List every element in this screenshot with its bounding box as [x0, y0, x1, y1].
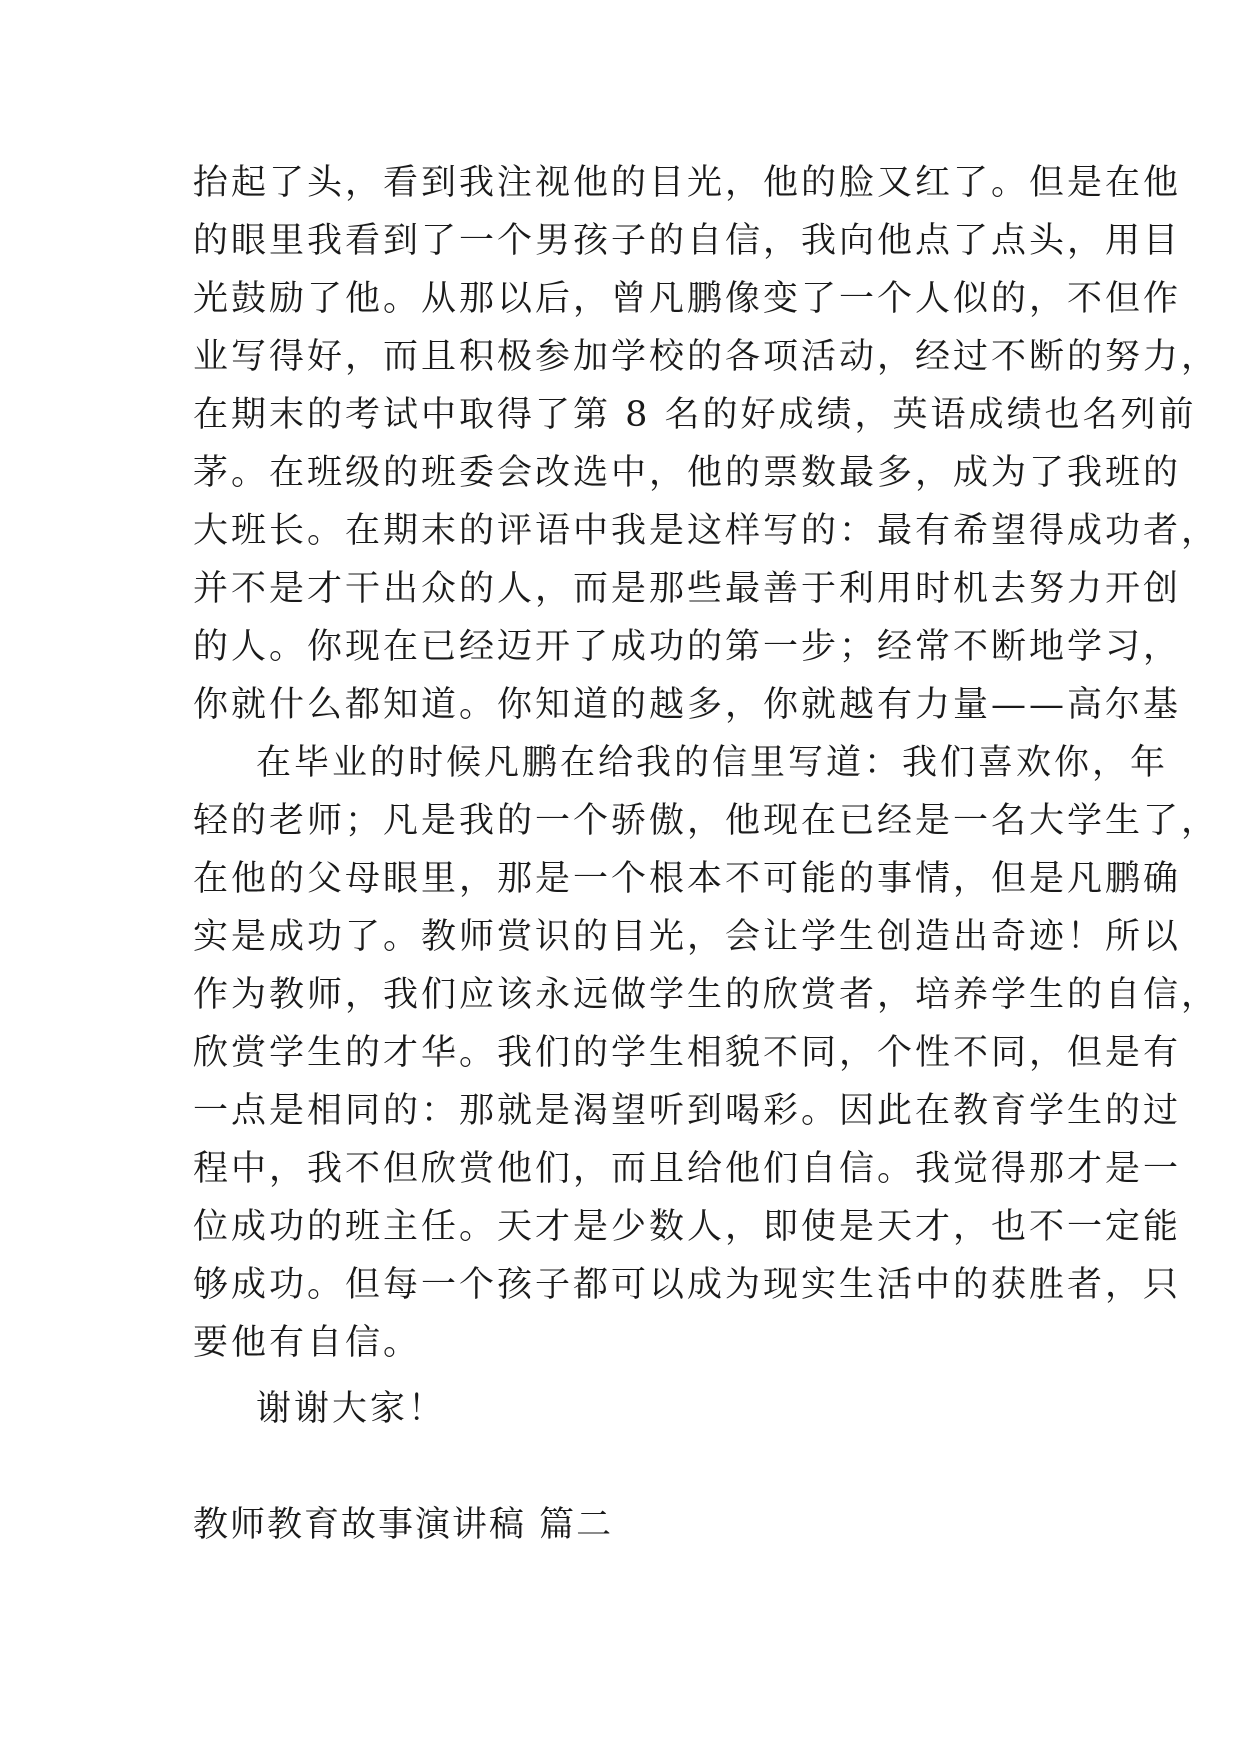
text-line: 并不是才干出众的人，而是那些最善于利用时机去努力开创	[193, 569, 1182, 609]
text-line: 欣赏学生的才华。我们的学生相貌不同，个性不同，但是有	[193, 1033, 1182, 1073]
text-line: 实是成功了。教师赏识的目光，会让学生创造出奇迹！所以	[193, 917, 1182, 957]
text-line: 抬起了头，看到我注视他的目光，他的脸又红了。但是在他	[193, 163, 1182, 203]
text-line: 光鼓励了他。从那以后，曾凡鹏像变了一个人似的，不但作	[193, 279, 1182, 319]
section-title: 教师教育故事演讲稿 篇二	[193, 1505, 614, 1545]
text-line: 大班长。在期末的评语中我是这样写的：最有希望得成功者，	[193, 511, 1220, 551]
text-line: 位成功的班主任。天才是少数人，即使是天才，也不一定能	[193, 1207, 1182, 1247]
text-line: 你就什么都知道。你知道的越多，你就越有力量——高尔基	[193, 685, 1182, 725]
text-line: 在期末的考试中取得了第 8 名的好成绩，英语成绩也名列前	[193, 395, 1197, 435]
text-line: 要他有自信。	[193, 1323, 422, 1363]
text-line: 的人。你现在已经迈开了成功的第一步；经常不断地学习，	[193, 627, 1182, 667]
text-line: 一点是相同的：那就是渴望听到喝彩。因此在教育学生的过	[193, 1091, 1182, 1131]
text-line: 的眼里我看到了一个男孩子的自信，我向他点了点头，用目	[193, 221, 1182, 261]
text-line: 在毕业的时候凡鹏在给我的信里写道：我们喜欢你，年	[256, 743, 1169, 783]
text-line: 轻的老师；凡是我的一个骄傲，他现在已经是一名大学生了，	[193, 801, 1220, 841]
text-line: 作为教师，我们应该永远做学生的欣赏者，培养学生的自信，	[193, 975, 1220, 1015]
text-line: 业写得好，而且积极参加学校的各项活动，经过不断的努力，	[193, 337, 1220, 377]
text-line: 程中，我不但欣赏他们，而且给他们自信。我觉得那才是一	[193, 1149, 1182, 1189]
text-line: 够成功。但每一个孩子都可以成为现实生活中的获胜者，只	[193, 1265, 1182, 1305]
closing-line: 谢谢大家！	[256, 1389, 447, 1429]
text-line: 茅。在班级的班委会改选中，他的票数最多，成为了我班的	[193, 453, 1182, 493]
text-line: 在他的父母眼里，那是一个根本不可能的事情，但是凡鹏确	[193, 859, 1182, 899]
